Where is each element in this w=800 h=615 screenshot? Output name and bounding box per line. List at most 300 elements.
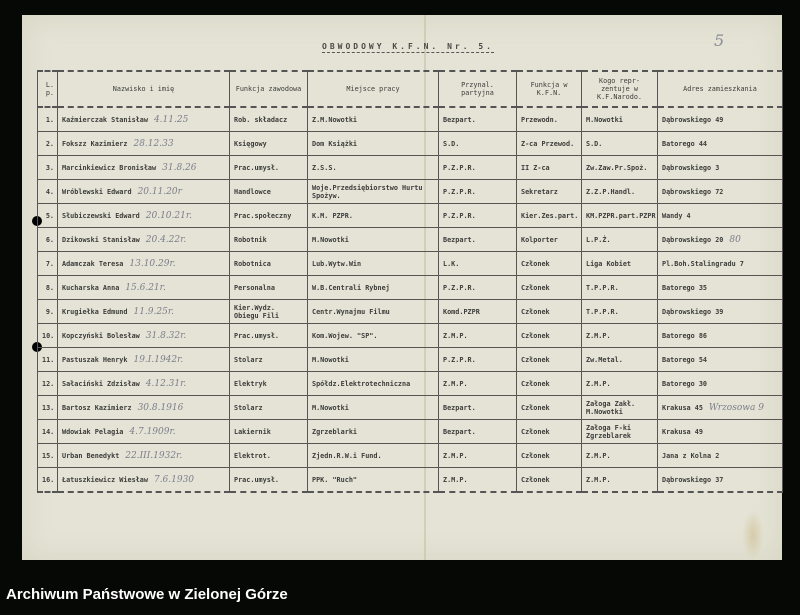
cell-workplace (308, 156, 439, 180)
cell-name (58, 204, 230, 228)
cell-name (58, 300, 230, 324)
party-text: Z.M.P. (443, 331, 468, 340)
cell-lp (38, 420, 58, 444)
address-text: Batorego 35 (662, 283, 708, 292)
cell-represents (582, 228, 658, 252)
cell-workplace (308, 300, 439, 324)
address-text: Krakusa 45 (662, 403, 703, 412)
party-text: P.Z.P.R. (443, 283, 476, 292)
name-text: Dzikowski Stanisław (62, 235, 140, 244)
cell-address (658, 444, 783, 468)
col-header-name: Nazwisko i imię (58, 71, 230, 107)
represents-text: Liga Kobiet (586, 259, 632, 268)
cell-name (58, 420, 230, 444)
address-text: Batorego 30 (662, 379, 708, 388)
register-table (37, 70, 783, 493)
table-header-row (38, 71, 783, 107)
table-row (38, 228, 783, 252)
cell-party (439, 252, 517, 276)
table-row (38, 324, 783, 348)
name-text: Wróblewski Edward (62, 187, 132, 196)
workplace-text: Zjedn.R.W.i Fund. (312, 451, 382, 460)
lp-text: 11. (42, 355, 55, 364)
cell-represents (582, 276, 658, 300)
cell-job (230, 180, 308, 204)
cell-workplace (308, 107, 439, 132)
party-text: Bezpart. (443, 427, 476, 436)
job-text: Kier.Wydz. Obiegu Fili (234, 303, 280, 320)
table-row (38, 156, 783, 180)
party-text: Bezpart. (443, 115, 476, 124)
role-text: Członek (521, 475, 550, 484)
address-text: Batorego 86 (662, 331, 708, 340)
cell-address (658, 300, 783, 324)
address-text: Krakusa 49 (662, 427, 703, 436)
cell-address (658, 276, 783, 300)
cell-workplace (308, 372, 439, 396)
job-text: Księgowy (234, 139, 267, 148)
party-text: Z.M.P. (443, 379, 468, 388)
cell-party (439, 132, 517, 156)
role-text: Sekretarz (521, 187, 558, 196)
cell-represents (582, 348, 658, 372)
cell-role (517, 300, 582, 324)
lp-text: 9. (45, 307, 54, 316)
address-text: Dąbrowskiego 49 (662, 115, 724, 124)
workplace-text: Spółdz.Elektrotechniczna (312, 379, 411, 388)
workplace-text: Lub.Wytw.Win (312, 259, 362, 268)
cell-job (230, 444, 308, 468)
role-text: Członek (521, 355, 550, 364)
party-text: Bezpart. (443, 403, 476, 412)
address-text: Batorego 54 (662, 355, 708, 364)
cell-name (58, 348, 230, 372)
workplace-text: W.B.Centrali Rybnej (312, 283, 390, 292)
job-text: Elektrot. (234, 451, 271, 460)
represents-text: Zw.Metal. (586, 355, 623, 364)
role-text: Przewodn. (521, 115, 558, 124)
cell-party (439, 276, 517, 300)
col-header-party: Przynal. partyjna (439, 71, 517, 107)
cell-workplace (308, 204, 439, 228)
workplace-text: Kom.Wojew. "SP". (312, 331, 378, 340)
party-text: L.K. (443, 259, 460, 268)
cell-represents (582, 204, 658, 228)
address-text: Dąbrowskiego 72 (662, 187, 724, 196)
table-row (38, 204, 783, 228)
cell-name (58, 372, 230, 396)
table-row (38, 132, 783, 156)
represents-text: Załoga Zakł. M.Nowotki (586, 399, 636, 416)
job-text: Elektryk (234, 379, 267, 388)
cell-workplace (308, 180, 439, 204)
cell-represents (582, 372, 658, 396)
cell-party (439, 468, 517, 493)
role-text: Z-ca Przewod. (521, 139, 575, 148)
table-row (38, 180, 783, 204)
table-row (38, 348, 783, 372)
address-text: Jana z Kolna 2 (662, 451, 720, 460)
cell-role (517, 420, 582, 444)
job-text: Handlowce (234, 187, 271, 196)
lp-text: 13. (42, 403, 55, 412)
cell-address (658, 252, 783, 276)
lp-text: 2. (45, 139, 54, 148)
name-text: Fokszz Kazimierz (62, 139, 128, 148)
handwritten-birthdate: 20.11.20r (137, 186, 182, 197)
table-row (38, 372, 783, 396)
cell-party (439, 300, 517, 324)
represents-text: Z.M.P. (586, 451, 611, 460)
name-text: Marcinkiewicz Bronisław (62, 163, 157, 172)
lp-text: 8. (45, 283, 54, 292)
cell-represents (582, 468, 658, 493)
cell-workplace (308, 324, 439, 348)
party-text: Komd.PZPR (443, 307, 480, 316)
cell-role (517, 444, 582, 468)
cell-role (517, 324, 582, 348)
cell-role (517, 132, 582, 156)
cell-name (58, 107, 230, 132)
cell-address (658, 204, 783, 228)
handwritten-birthdate: 11.9.25r. (133, 306, 175, 317)
cell-party (439, 324, 517, 348)
archive-caption: Archiwum Państwowe w Zielonej Górze (6, 586, 288, 603)
cell-job (230, 276, 308, 300)
cell-lp (38, 468, 58, 493)
cell-represents (582, 324, 658, 348)
handwritten-birthdate: 15.6.21r. (125, 282, 166, 293)
job-text: Prac.umysł. (234, 331, 280, 340)
table-row (38, 468, 783, 493)
cell-party (439, 204, 517, 228)
cell-address (658, 396, 783, 420)
job-text: Rob. składacz (234, 115, 288, 124)
handwritten-birthdate: 19.I.1942r. (133, 354, 184, 365)
handwritten-birthdate: 20.4.22r. (145, 234, 187, 245)
handwritten-birthdate: 31.8.32r. (145, 330, 187, 341)
lp-text: 4. (45, 187, 54, 196)
address-text: Dąbrowskiego 37 (662, 475, 724, 484)
workplace-text: Z.S.S. (312, 163, 337, 172)
cell-address (658, 156, 783, 180)
cell-role (517, 468, 582, 493)
cell-represents (582, 180, 658, 204)
table-row (38, 276, 783, 300)
role-text: Członek (521, 403, 550, 412)
handwritten-birthdate: 4.11.25 (153, 114, 189, 125)
cell-address (658, 180, 783, 204)
address-text: Batorego 44 (662, 139, 708, 148)
address-text: Dąbrowskiego 39 (662, 307, 724, 316)
represents-text: Z.M.P. (586, 331, 611, 340)
cell-lp (38, 156, 58, 180)
party-text: P.Z.P.R. (443, 355, 476, 364)
job-text: Prac.umysł. (234, 163, 280, 172)
job-text: Stolarz (234, 403, 263, 412)
represents-text: Z.Z.P.Handl. (586, 187, 636, 196)
cell-role (517, 204, 582, 228)
cell-role (517, 348, 582, 372)
table-row (38, 107, 783, 132)
cell-address (658, 468, 783, 493)
party-text: P.Z.P.R. (443, 187, 476, 196)
table-row (38, 300, 783, 324)
cell-lp (38, 107, 58, 132)
cell-job (230, 156, 308, 180)
address-text: Pl.Boh.Stalingradu 7 (662, 259, 744, 268)
handwritten-birthdate: 13.10.29r. (129, 258, 176, 269)
lp-text: 14. (42, 427, 55, 436)
cell-workplace (308, 252, 439, 276)
address-text: Dąbrowskiego 20 (662, 235, 724, 244)
handwritten-birthdate: 4.7.1909r. (129, 426, 176, 437)
cell-job (230, 372, 308, 396)
cell-job (230, 252, 308, 276)
cell-represents (582, 444, 658, 468)
lp-text: 16. (42, 475, 55, 484)
workplace-text: K.M. PZPR. (312, 211, 353, 220)
job-text: Robotnik (234, 235, 267, 244)
workplace-text: Dom Książki (312, 139, 358, 148)
handwritten-address-note: 80 (729, 234, 741, 245)
party-text: P.Z.P.R. (443, 163, 476, 172)
handwritten-birthdate: 31.8.26 (162, 162, 197, 173)
party-text: Bezpart. (443, 235, 476, 244)
handwritten-birthdate: 20.10.21r. (145, 210, 193, 221)
cell-name (58, 180, 230, 204)
lp-text: 6. (45, 235, 54, 244)
lp-text: 3. (45, 163, 54, 172)
cell-represents (582, 300, 658, 324)
workplace-text: Centr.Wynajmu Filmu (312, 307, 390, 316)
cell-role (517, 276, 582, 300)
lp-text: 10. (42, 331, 55, 340)
cell-represents (582, 396, 658, 420)
cell-role (517, 252, 582, 276)
cell-party (439, 372, 517, 396)
cell-name (58, 468, 230, 493)
role-text: Członek (521, 451, 550, 460)
name-text: Kopczyński Bolesław (62, 331, 140, 340)
cell-name (58, 396, 230, 420)
col-header-workplace: Miejsce pracy (308, 71, 439, 107)
role-text: Członek (521, 379, 550, 388)
job-text: Prac.umysł. (234, 475, 280, 484)
handwritten-birthdate: 7.6.1930 (153, 474, 195, 485)
cell-represents (582, 156, 658, 180)
role-text: Członek (521, 331, 550, 340)
handwritten-birthdate: 4.12.31r. (145, 378, 187, 389)
represents-text: Zw.Zaw.Pr.Spoż. (586, 163, 648, 172)
cell-job (230, 324, 308, 348)
cell-name (58, 228, 230, 252)
cell-lp (38, 276, 58, 300)
cell-job (230, 107, 308, 132)
lp-text: 7. (45, 259, 54, 268)
cell-workplace (308, 396, 439, 420)
represents-text: Załoga F-ki Zgrzeblarek (586, 423, 632, 440)
lp-text: 12. (42, 379, 55, 388)
table-row (38, 420, 783, 444)
lp-text: 5. (45, 211, 54, 220)
role-text: Członek (521, 259, 550, 268)
name-text: Krugiełka Edmund (62, 307, 128, 316)
name-text: Kucharska Anna (62, 283, 120, 292)
name-text: Sałaciński Zdzisław (62, 379, 140, 388)
represents-text: Z.M.P. (586, 475, 611, 484)
cell-represents (582, 252, 658, 276)
handwritten-address-note: Wrzosowa 9 (708, 402, 764, 413)
cell-role (517, 107, 582, 132)
name-text: Kaźmierczak Stanisław (62, 115, 148, 124)
cell-address (658, 107, 783, 132)
col-header-role: Funkcja w K.F.N. (517, 71, 582, 107)
cell-lp (38, 348, 58, 372)
cell-job (230, 396, 308, 420)
cell-workplace (308, 276, 439, 300)
cell-workplace (308, 444, 439, 468)
name-text: Bartosz Kazimierz (62, 403, 132, 412)
represents-text: Z.M.P. (586, 379, 611, 388)
cell-address (658, 348, 783, 372)
table-row (38, 444, 783, 468)
address-text: Wandy 4 (662, 211, 691, 220)
workplace-text: Z.M.Nowotki (312, 115, 358, 124)
cell-party (439, 420, 517, 444)
cell-address (658, 132, 783, 156)
represents-text: S.D. (586, 139, 603, 148)
cell-name (58, 252, 230, 276)
col-header-job: Funkcja zawodowa (230, 71, 308, 107)
cell-name (58, 324, 230, 348)
address-text: Dąbrowskiego 3 (662, 163, 720, 172)
name-text: Urban Benedykt (62, 451, 120, 460)
col-header-represents: Kogo repr- zentuje w K.F.Narodo. (582, 71, 658, 107)
cell-party (439, 396, 517, 420)
name-text: Adamczak Teresa (62, 259, 124, 268)
party-text: P.Z.P.R. (443, 211, 476, 220)
workplace-text: Woje.Przedsiębiorstwo Hurtu Spożyw. (312, 183, 423, 200)
job-text: Lakiernik (234, 427, 271, 436)
cell-party (439, 348, 517, 372)
cell-job (230, 300, 308, 324)
handwritten-birthdate: 30.8.1916 (137, 402, 184, 413)
cell-lp (38, 372, 58, 396)
workplace-text: M.Nowotki (312, 355, 349, 364)
cell-role (517, 180, 582, 204)
party-text: S.D. (443, 139, 460, 148)
cell-lp (38, 132, 58, 156)
cell-lp (38, 204, 58, 228)
cell-represents (582, 132, 658, 156)
job-text: Personalna (234, 283, 275, 292)
represents-text: L.P.Ż. (586, 235, 611, 244)
role-text: Członek (521, 307, 550, 316)
cell-role (517, 156, 582, 180)
job-text: Stolarz (234, 355, 263, 364)
job-text: Prac.społeczny (234, 211, 292, 220)
cell-lp (38, 180, 58, 204)
party-text: Z.M.P. (443, 451, 468, 460)
name-text: Wdowiak Pelagia (62, 427, 124, 436)
cell-workplace (308, 228, 439, 252)
cell-lp (38, 396, 58, 420)
cell-job (230, 348, 308, 372)
job-text: Robotnica (234, 259, 271, 268)
cell-address (658, 228, 783, 252)
cell-role (517, 372, 582, 396)
col-header-lp: L. p. (38, 71, 58, 107)
lp-text: 1. (45, 115, 54, 124)
cell-represents (582, 107, 658, 132)
role-text: Członek (521, 427, 550, 436)
role-text: Członek (521, 283, 550, 292)
table-row (38, 252, 783, 276)
cell-name (58, 156, 230, 180)
cell-role (517, 228, 582, 252)
cell-job (230, 468, 308, 493)
document-title: OBWODOWY K.F.N. Nr. 5. (322, 42, 494, 51)
paper-stain (742, 510, 764, 560)
represents-text: T.P.P.R. (586, 307, 619, 316)
cell-party (439, 107, 517, 132)
cell-party (439, 228, 517, 252)
cell-name (58, 132, 230, 156)
cell-name (58, 276, 230, 300)
page-number: 5 (714, 31, 725, 50)
cell-job (230, 420, 308, 444)
cell-address (658, 420, 783, 444)
document-page (22, 15, 782, 560)
col-header-address: Adres zamieszkania (658, 71, 783, 107)
cell-name (58, 444, 230, 468)
cell-job (230, 132, 308, 156)
cell-party (439, 444, 517, 468)
cell-workplace (308, 132, 439, 156)
cell-workplace (308, 348, 439, 372)
cell-lp (38, 252, 58, 276)
party-text: Z.M.P. (443, 475, 468, 484)
role-text: Kolporter (521, 235, 558, 244)
workplace-text: PPK. "Ruch" (312, 475, 358, 484)
represents-text: M.Nowotki (586, 115, 623, 124)
represents-text: KM.PZPR.part.PZPR (586, 211, 656, 220)
name-text: Pastuszak Henryk (62, 355, 128, 364)
role-text: II Z-ca (521, 163, 550, 172)
cell-job (230, 228, 308, 252)
handwritten-birthdate: 22.III.1932r. (125, 450, 183, 461)
cell-lp (38, 300, 58, 324)
cell-workplace (308, 468, 439, 493)
table-row (38, 396, 783, 420)
cell-lp (38, 444, 58, 468)
cell-lp (38, 228, 58, 252)
cell-party (439, 156, 517, 180)
workplace-text: Zgrzeblarki (312, 427, 358, 436)
role-text: Kier.Zes.part. (521, 211, 579, 220)
cell-role (517, 396, 582, 420)
cell-represents (582, 420, 658, 444)
name-text: Słubiczewski Edward (62, 211, 140, 220)
workplace-text: M.Nowotki (312, 403, 349, 412)
name-text: Łatuszkiewicz Wiesław (62, 475, 148, 484)
represents-text: T.P.P.R. (586, 283, 619, 292)
cell-lp (38, 324, 58, 348)
cell-address (658, 372, 783, 396)
cell-address (658, 324, 783, 348)
handwritten-birthdate: 28.12.33 (133, 138, 174, 149)
